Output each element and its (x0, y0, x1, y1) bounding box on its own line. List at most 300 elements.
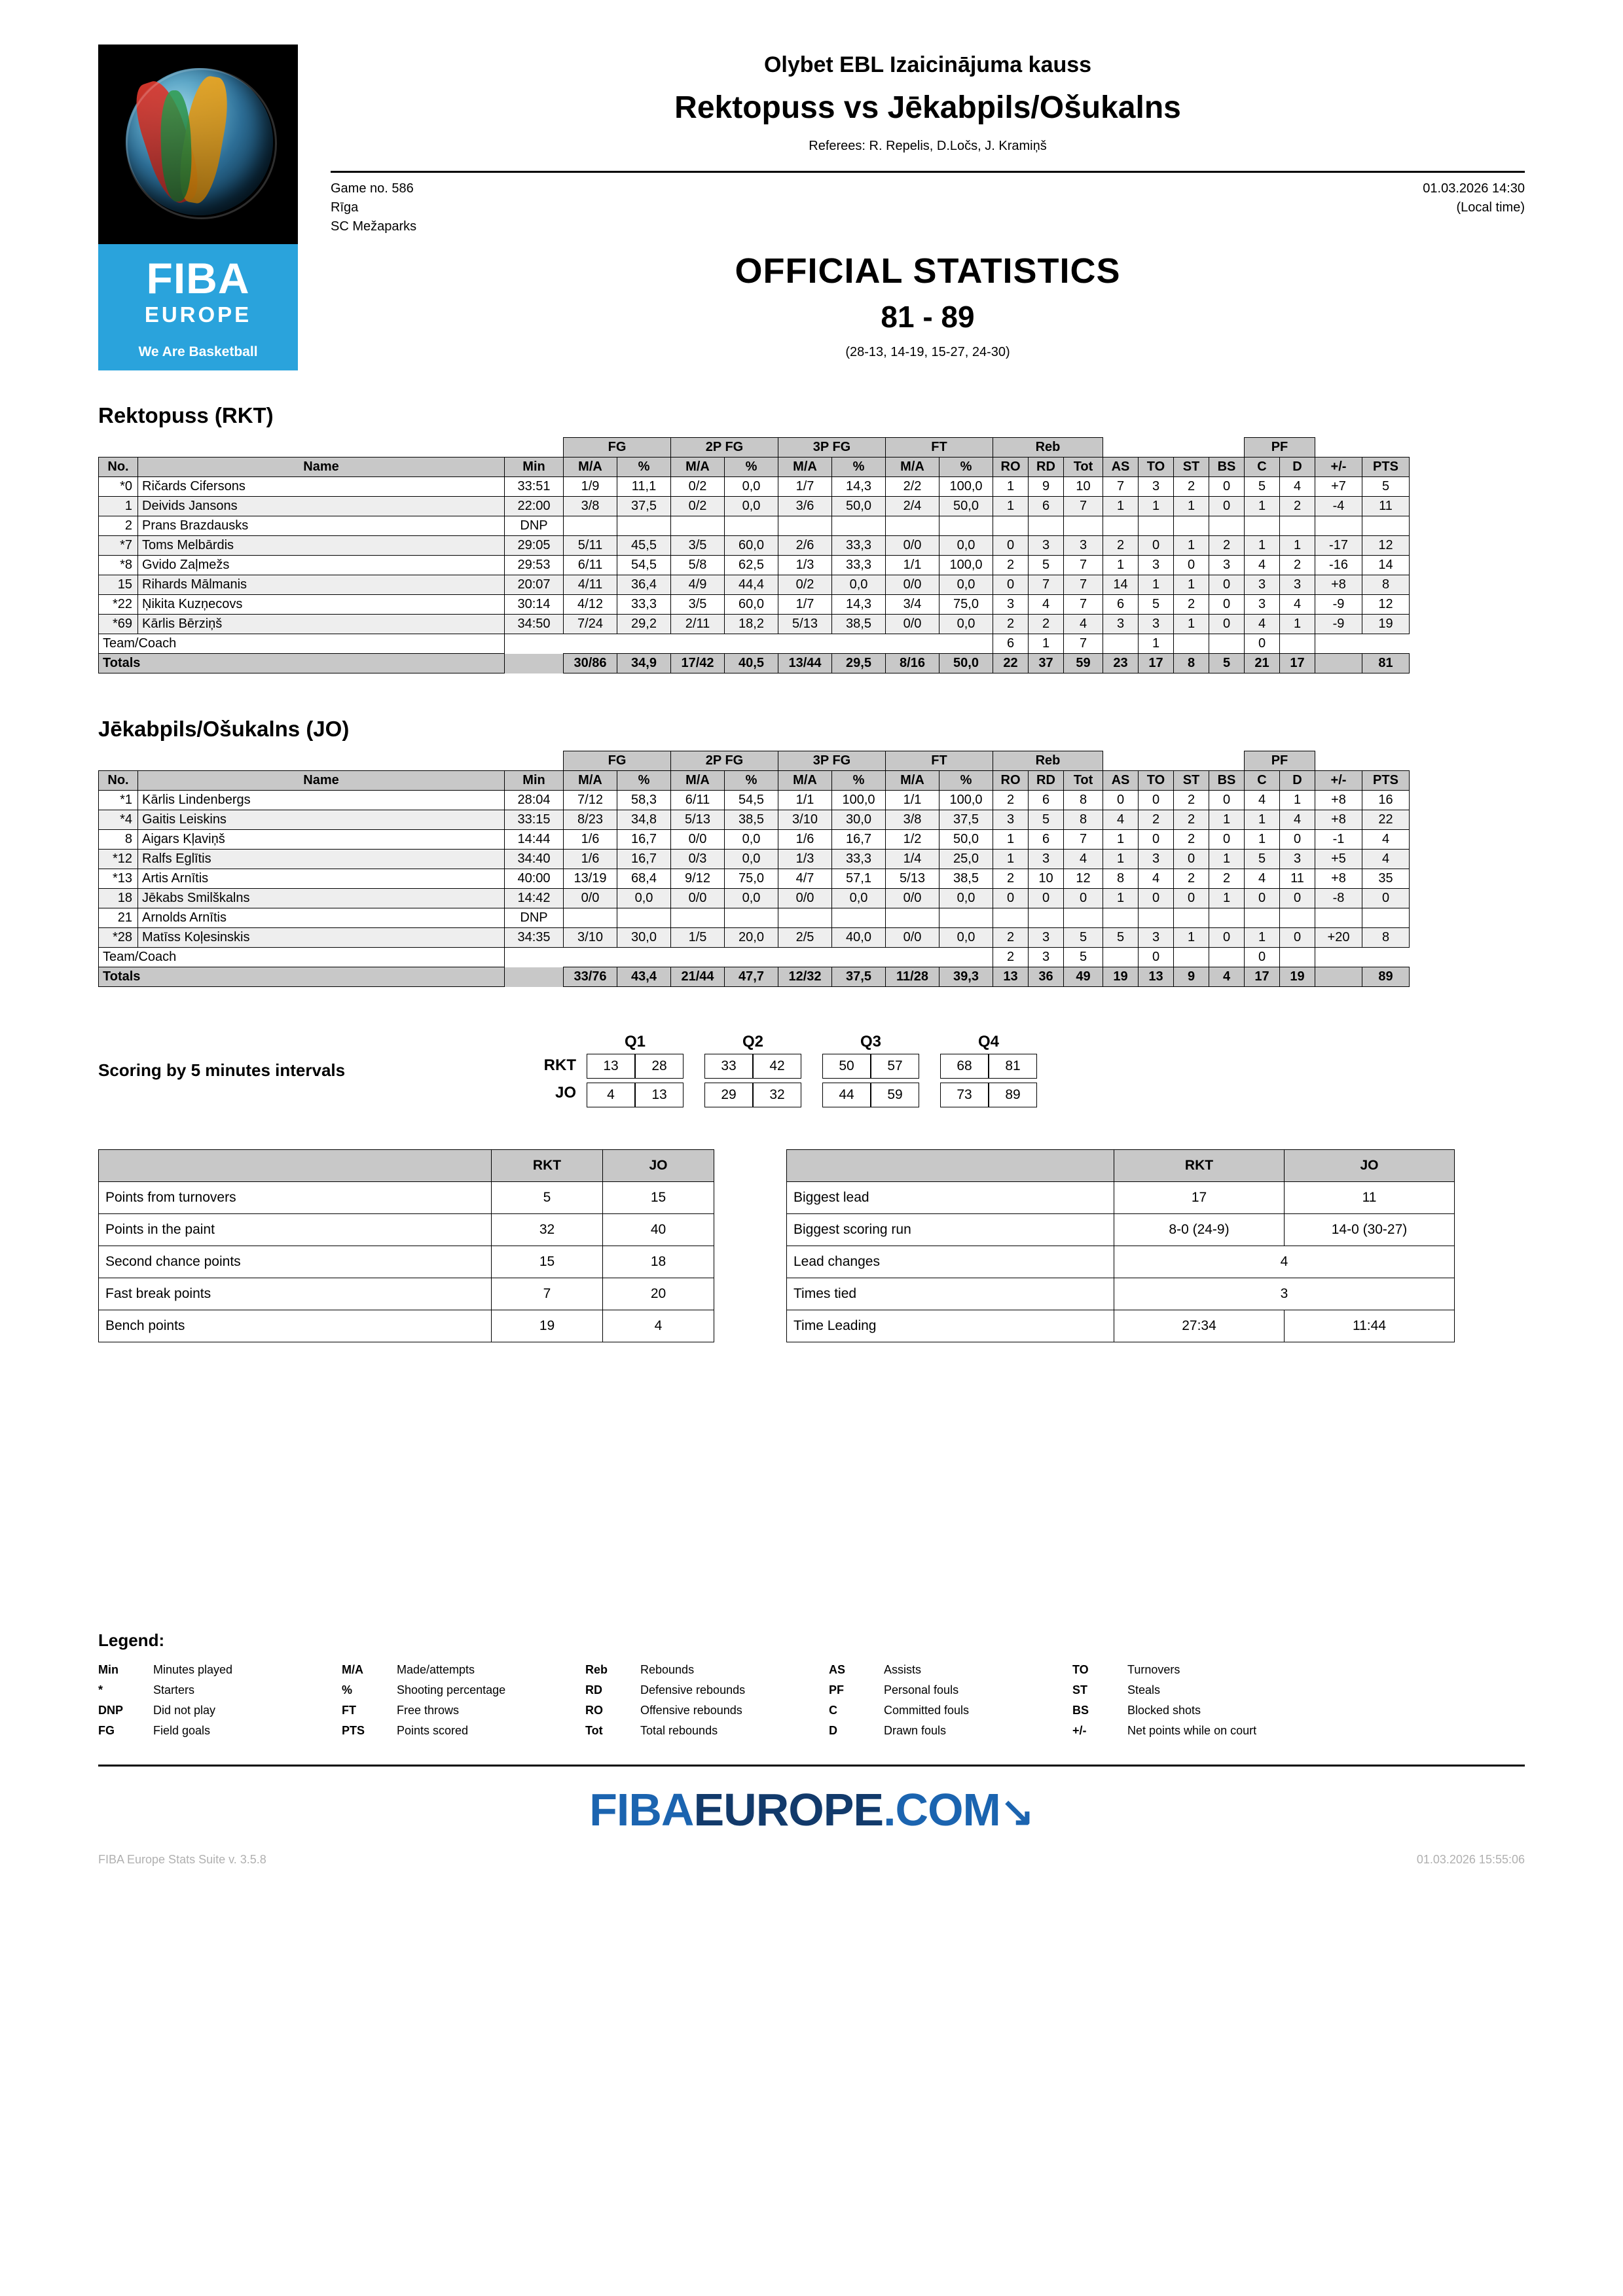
cell-to: 0 (1139, 791, 1174, 810)
cell-min: DNP (505, 516, 564, 536)
legend-values (640, 1660, 791, 1741)
cell-min: 33:15 (505, 810, 564, 830)
player-number: *7 (99, 536, 138, 556)
cell-p2: 3/5 (671, 536, 725, 556)
cell-ftp: 0,0 (939, 536, 993, 556)
cell-to: 0 (1139, 948, 1174, 967)
stats-row (99, 1214, 714, 1246)
legend-section (98, 1630, 1525, 1741)
cell-ro: 1 (993, 477, 1029, 497)
header-group-pf: PF (1245, 438, 1315, 457)
legend-value: Did not play (153, 1703, 216, 1717)
total-tot: 49 (1064, 967, 1103, 987)
cell-ro (993, 516, 1029, 536)
total-as: 23 (1103, 654, 1139, 673)
cell-d: 2 (1280, 497, 1315, 516)
basketball-logo-icon (98, 45, 298, 244)
col-header-ma: M/A (886, 457, 939, 477)
player-number: *0 (99, 477, 138, 497)
cell-p3: 5/13 (778, 615, 832, 634)
cell-ro: 1 (993, 850, 1029, 869)
table-row (99, 869, 1410, 889)
cell-d: 1 (1280, 791, 1315, 810)
cell-tot: 8 (1064, 791, 1103, 810)
stats-row-label: Biggest scoring run (787, 1214, 1114, 1246)
stats-header-label (787, 1150, 1114, 1182)
legend-value: Total rebounds (640, 1723, 718, 1737)
interval-row (940, 1054, 1037, 1079)
cell-bs: 2 (1209, 536, 1245, 556)
col-header-c: C (1245, 771, 1280, 791)
game-datetime: 01.03.2026 14:30 (1423, 181, 1525, 196)
legend-value: Committed fouls (884, 1703, 970, 1717)
cell-fg (564, 516, 617, 536)
legend-values (153, 1660, 304, 1741)
player-name: Ralfs Eglītis (138, 850, 505, 869)
cell-rd: 6 (1029, 497, 1064, 516)
interval-cell: 13 (635, 1083, 684, 1107)
game-number: Game no. 586 (331, 181, 414, 196)
team-comparison-table-right (786, 1149, 1455, 1342)
cell-tot: 3 (1064, 536, 1103, 556)
legend-keys (585, 1660, 640, 1741)
table-row (99, 908, 1410, 928)
total-to: 13 (1139, 967, 1174, 987)
team-coach-row (99, 634, 1410, 654)
cell-bs: 0 (1209, 477, 1245, 497)
interval-cell: 42 (753, 1054, 801, 1079)
col-header-name: Name (138, 771, 505, 791)
cell-as (1103, 516, 1139, 536)
interval-cell: 57 (871, 1054, 919, 1079)
cell-min: 34:40 (505, 850, 564, 869)
cell-rd: 5 (1029, 556, 1064, 575)
col-header-bs: BS (1209, 457, 1245, 477)
stats-value-jo: 14-0 (30-27) (1285, 1214, 1455, 1246)
legend-key: C (829, 1703, 837, 1717)
cell-fgp: 68,4 (617, 869, 671, 889)
legend-key: TO (1072, 1663, 1089, 1676)
cell-c: 4 (1245, 869, 1280, 889)
cell-rd: 0 (1029, 889, 1064, 908)
legend-column (1072, 1660, 1278, 1741)
cell-pm: -1 (1315, 830, 1362, 850)
header-spacer (1315, 438, 1410, 457)
cell-st: 2 (1174, 791, 1209, 810)
cell-rd: 9 (1029, 477, 1064, 497)
cell-p2p: 0,0 (725, 830, 778, 850)
header-group-row (99, 751, 1410, 771)
cell-ro: 2 (993, 948, 1029, 967)
team-title: Jēkabpils/Ošukalns (JO) (98, 717, 350, 741)
cell-pm: +8 (1315, 791, 1362, 810)
legend-value: Field goals (153, 1723, 211, 1737)
cell-pts (1362, 908, 1410, 928)
legend-key: D (829, 1723, 837, 1737)
cell-d (1280, 908, 1315, 928)
cell-fgp (617, 908, 671, 928)
cell-p3: 3/6 (778, 497, 832, 516)
cell-p3: 1/7 (778, 477, 832, 497)
cell-p2: 0/0 (671, 830, 725, 850)
stats-value-both: 4 (1114, 1246, 1455, 1278)
cell-st: 0 (1174, 850, 1209, 869)
cell-ft: 2/2 (886, 477, 939, 497)
cell-fg: 4/11 (564, 575, 617, 595)
header-spacer (99, 751, 564, 771)
cell-fgp: 0,0 (617, 889, 671, 908)
cell-st: 1 (1174, 497, 1209, 516)
total-bs: 5 (1209, 654, 1245, 673)
legend-column (829, 1660, 1034, 1741)
interval-cell: 73 (940, 1083, 989, 1107)
total-pm (1315, 967, 1362, 987)
cell-to: 1 (1139, 497, 1174, 516)
header-divider (331, 171, 1525, 173)
cell-pm (1315, 516, 1362, 536)
interval-row (822, 1054, 919, 1079)
cell-to: 3 (1139, 556, 1174, 575)
cell-d: 0 (1280, 889, 1315, 908)
cell-pts: 5 (1362, 477, 1410, 497)
header-group-fg: FG (564, 751, 671, 771)
stats-row (787, 1182, 1455, 1214)
legend-value: Free throws (397, 1703, 460, 1717)
total-p3p: 37,5 (832, 967, 886, 987)
cell-ft: 1/4 (886, 850, 939, 869)
total-tot: 59 (1064, 654, 1103, 673)
cell-p3: 0/2 (778, 575, 832, 595)
cell-rd: 3 (1029, 850, 1064, 869)
cell-tot: 7 (1064, 634, 1103, 654)
cell-ro: 0 (993, 889, 1029, 908)
cell-ro: 3 (993, 595, 1029, 615)
cell-ftp: 100,0 (939, 791, 993, 810)
interval-row (704, 1054, 801, 1079)
cell-min: 34:50 (505, 615, 564, 634)
cell-p2: 2/11 (671, 615, 725, 634)
legend-value: Steals (1127, 1683, 1161, 1696)
cell-fg: 5/11 (564, 536, 617, 556)
cell-as: 6 (1103, 595, 1139, 615)
col-header-: % (832, 771, 886, 791)
team-comparison-table-left (98, 1149, 714, 1342)
stats-row (787, 1214, 1455, 1246)
cell-d (1280, 634, 1315, 654)
header-group-row (99, 438, 1410, 457)
cell-to: 1 (1139, 575, 1174, 595)
cell-min: 28:04 (505, 791, 564, 810)
header-group-reb: Reb (993, 751, 1103, 771)
col-header-min: Min (505, 771, 564, 791)
cell-p2: 0/3 (671, 850, 725, 869)
interval-cell: 50 (822, 1054, 871, 1079)
cell-tot: 7 (1064, 830, 1103, 850)
table-row (99, 516, 1410, 536)
bottom-stats-section (98, 1149, 1525, 1342)
header-group-2pfg: 2P FG (671, 438, 778, 457)
cell-p2: 1/5 (671, 928, 725, 948)
cell-d: 1 (1280, 536, 1315, 556)
legend-value: Assists (884, 1663, 922, 1676)
cell-st (1174, 634, 1209, 654)
cell-pts: 8 (1362, 575, 1410, 595)
cell-bs (1209, 948, 1245, 967)
cell-rd: 6 (1029, 830, 1064, 850)
cell-p2p: 20,0 (725, 928, 778, 948)
cell-tot: 0 (1064, 889, 1103, 908)
cell-fgp: 16,7 (617, 850, 671, 869)
cell-ro: 1 (993, 830, 1029, 850)
player-number: 1 (99, 497, 138, 516)
stats-header-rkt: RKT (1114, 1150, 1285, 1182)
col-header-tot: Tot (1064, 771, 1103, 791)
cell-as: 7 (1103, 477, 1139, 497)
cell-st (1174, 948, 1209, 967)
interval-row (704, 1083, 801, 1107)
cell-fg: 6/11 (564, 556, 617, 575)
cell-bs: 1 (1209, 889, 1245, 908)
stats-value-jo: 18 (603, 1246, 714, 1278)
cell-pts: 16 (1362, 791, 1410, 810)
match-title: Rektopuss vs Jēkabpils/Ošukalns (674, 90, 1181, 125)
cell-rd: 4 (1029, 595, 1064, 615)
official-statistics-title: OFFICIAL STATISTICS (735, 251, 1121, 291)
cell-p3: 0/0 (778, 889, 832, 908)
cell-p2: 0/2 (671, 497, 725, 516)
col-header-c: C (1245, 457, 1280, 477)
cell-p2p: 62,5 (725, 556, 778, 575)
cell-c: 1 (1245, 536, 1280, 556)
legend-key: FT (342, 1703, 356, 1717)
cell-c: 0 (1245, 634, 1280, 654)
player-number: *22 (99, 595, 138, 615)
cell-fg: 7/12 (564, 791, 617, 810)
player-name: Ņikita Kuzņecovs (138, 595, 505, 615)
cell-as: 4 (1103, 810, 1139, 830)
col-header-rd: RD (1029, 771, 1064, 791)
quarter-scores: (28-13, 14-19, 15-27, 24-30) (845, 345, 1010, 359)
header-group-pf: PF (1245, 751, 1315, 771)
legend-values (1127, 1660, 1278, 1741)
stats-row (787, 1278, 1455, 1310)
total-fg: 33/76 (564, 967, 617, 987)
col-header-ma: M/A (671, 457, 725, 477)
totals-label: Totals (99, 654, 505, 673)
cell-to: 3 (1139, 477, 1174, 497)
total-fgp: 43,4 (617, 967, 671, 987)
footer-meta (0, 1836, 1623, 1893)
legend-key: PF (829, 1683, 845, 1696)
cell-ft: 3/4 (886, 595, 939, 615)
cell-ft (886, 516, 939, 536)
cell-as: 3 (1103, 615, 1139, 634)
cell-p2p: 54,5 (725, 791, 778, 810)
cell-p3p: 30,0 (832, 810, 886, 830)
total-st: 9 (1174, 967, 1209, 987)
col-header-st: ST (1174, 771, 1209, 791)
cell-pts: 14 (1362, 556, 1410, 575)
stats-value-rkt: 19 (492, 1310, 603, 1342)
interval-cell: 29 (704, 1083, 753, 1107)
cell-p3: 1/6 (778, 830, 832, 850)
cell-min: 22:00 (505, 497, 564, 516)
cell-rd: 10 (1029, 869, 1064, 889)
legend-value: Blocked shots (1127, 1703, 1201, 1717)
cell-st: 2 (1174, 830, 1209, 850)
total-p2p: 40,5 (725, 654, 778, 673)
cell-c: 5 (1245, 850, 1280, 869)
legend-value: Turnovers (1127, 1663, 1180, 1676)
interval-quarter-block (587, 1033, 684, 1107)
stats-row-label: Biggest lead (787, 1182, 1114, 1214)
cell-p3: 1/3 (778, 556, 832, 575)
cell-c: 1 (1245, 497, 1280, 516)
cell-p3: 2/5 (778, 928, 832, 948)
cell-c: 4 (1245, 791, 1280, 810)
cell-d: 1 (1280, 615, 1315, 634)
totals-label: Totals (99, 967, 505, 987)
cell-ro: 2 (993, 615, 1029, 634)
cell-p3p: 50,0 (832, 497, 886, 516)
header-group-3pfg: 3P FG (778, 438, 886, 457)
player-number: 2 (99, 516, 138, 536)
fibaeurope-url[interactable] (0, 1784, 1623, 1836)
cell-as: 14 (1103, 575, 1139, 595)
cell-p3p: 33,3 (832, 850, 886, 869)
legend-key: Min (98, 1663, 119, 1676)
cell-fg: 13/19 (564, 869, 617, 889)
player-number: *28 (99, 928, 138, 948)
cell-as: 1 (1103, 850, 1139, 869)
cell-pm: -17 (1315, 536, 1362, 556)
stats-row-label: Bench points (99, 1310, 492, 1342)
stats-value-rkt: 8-0 (24-9) (1114, 1214, 1285, 1246)
cell-p2p: 0,0 (725, 477, 778, 497)
stats-row (99, 1182, 714, 1214)
cell-p2p: 60,0 (725, 595, 778, 615)
team-title: Rektopuss (RKT) (98, 403, 274, 427)
cell-bs: 0 (1209, 928, 1245, 948)
legend-key: Tot (585, 1723, 603, 1737)
cell-pts: 11 (1362, 497, 1410, 516)
cell-bs: 0 (1209, 791, 1245, 810)
cell-ro: 2 (993, 556, 1029, 575)
fiba-europe-logo (98, 244, 298, 370)
cell-ro: 0 (993, 575, 1029, 595)
cell-fgp: 30,0 (617, 928, 671, 948)
interval-team-abbr: RKT (543, 1056, 576, 1074)
game-meta-left (331, 179, 416, 236)
player-name: Arnolds Arnītis (138, 908, 505, 928)
cell-ftp (939, 908, 993, 928)
cell-p3p: 14,3 (832, 477, 886, 497)
cell-to (1139, 516, 1174, 536)
col-header-d: D (1280, 771, 1315, 791)
interval-quarters (587, 1033, 1058, 1107)
cell-tot: 7 (1064, 575, 1103, 595)
player-name: Deivids Jansons (138, 497, 505, 516)
cell-as: 1 (1103, 889, 1139, 908)
cell-p2p: 75,0 (725, 869, 778, 889)
legend-key: DNP (98, 1703, 124, 1717)
cell-p2: 3/5 (671, 595, 725, 615)
cell-p2p: 44,4 (725, 575, 778, 595)
table-row (99, 615, 1410, 634)
cell-st (1174, 908, 1209, 928)
cell-st: 0 (1174, 556, 1209, 575)
cell-bs: 1 (1209, 810, 1245, 830)
legend-key: M/A (342, 1663, 363, 1676)
cell-pm: +20 (1315, 928, 1362, 948)
header-group-2pfg: 2P FG (671, 751, 778, 771)
player-name: Jēkabs Smilškalns (138, 889, 505, 908)
interval-row (587, 1054, 684, 1079)
cell-c: 1 (1245, 928, 1280, 948)
cell-rd: 2 (1029, 615, 1064, 634)
legend-values (397, 1660, 547, 1741)
legend-keys (342, 1660, 397, 1741)
stats-value-rkt: 27:34 (1114, 1310, 1285, 1342)
cell-p2p: 0,0 (725, 850, 778, 869)
cell-fg: 3/10 (564, 928, 617, 948)
cell-p3p: 14,3 (832, 595, 886, 615)
interval-cell: 32 (753, 1083, 801, 1107)
player-name: Prans Brazdausks (138, 516, 505, 536)
cell-fg: 1/6 (564, 830, 617, 850)
cell-p2: 6/11 (671, 791, 725, 810)
cell-ro: 1 (993, 497, 1029, 516)
cell-fgp: 37,5 (617, 497, 671, 516)
header-group-ft: FT (886, 751, 993, 771)
cell-ftp: 100,0 (939, 556, 993, 575)
legend-values (884, 1660, 1034, 1741)
cell-tot: 8 (1064, 810, 1103, 830)
col-header-ma: M/A (564, 771, 617, 791)
total-ro: 13 (993, 967, 1029, 987)
cell-p3p: 100,0 (832, 791, 886, 810)
cell-bs: 0 (1209, 575, 1245, 595)
total-ftp: 39,3 (939, 967, 993, 987)
cell-to: 3 (1139, 928, 1174, 948)
cell-p2: 0/0 (671, 889, 725, 908)
col-header-d: D (1280, 457, 1315, 477)
cell-ro: 2 (993, 869, 1029, 889)
cell-tot: 12 (1064, 869, 1103, 889)
cell-p2: 9/12 (671, 869, 725, 889)
cell-ro: 6 (993, 634, 1029, 654)
interval-team-abbrs (517, 1033, 587, 1105)
cell-ro (993, 908, 1029, 928)
cell-c: 3 (1245, 595, 1280, 615)
cell-p3: 1/1 (778, 791, 832, 810)
cell-bs: 0 (1209, 830, 1245, 850)
total-p2: 21/44 (671, 967, 725, 987)
footer-url-europe: EUROPE (693, 1784, 884, 1835)
cell-c: 4 (1245, 556, 1280, 575)
cell-rd (1029, 516, 1064, 536)
header-column-row (99, 771, 1410, 791)
cell-fgp (617, 516, 671, 536)
col-header-ma: M/A (886, 771, 939, 791)
cell-pm: +5 (1315, 850, 1362, 869)
cell-pts (1362, 516, 1410, 536)
stats-row-label: Points from turnovers (99, 1182, 492, 1214)
stats-row-label: Lead changes (787, 1246, 1114, 1278)
interval-quarter-label: Q3 (860, 1033, 881, 1050)
cell-ftp: 50,0 (939, 497, 993, 516)
interval-cell: 89 (989, 1083, 1037, 1107)
